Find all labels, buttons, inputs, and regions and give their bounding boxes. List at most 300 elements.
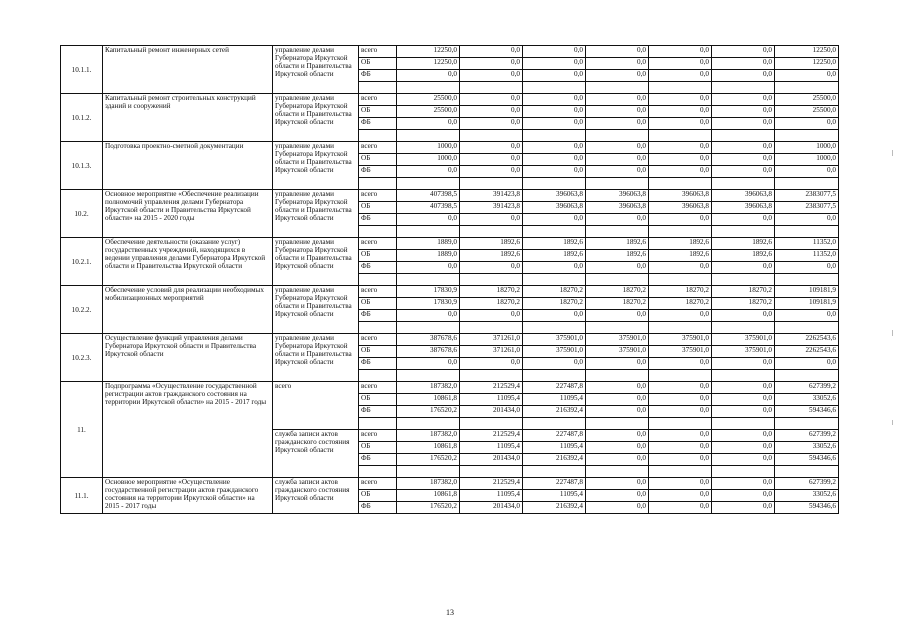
amount-cell: 407398,5 xyxy=(397,202,460,214)
amount-cell: 216392,4 xyxy=(523,406,586,418)
amount-cell: 0,0 xyxy=(586,358,649,370)
amount-cell xyxy=(712,178,775,190)
row-code: 10.2.1. xyxy=(61,238,103,286)
amount-cell: 0,0 xyxy=(460,118,523,130)
amount-cell: 0,0 xyxy=(523,154,586,166)
amount-cell: 0,0 xyxy=(775,358,839,370)
amount-cell: 0,0 xyxy=(586,442,649,454)
amount-cell: 0,0 xyxy=(523,106,586,118)
row-name: Основное мероприятие «Обеспечение реализации полномочий управления делами Губернатора Иркутской области и Правительства Иркутской области» на 2015 - 2020 годы xyxy=(103,190,273,238)
amount-cell: 0,0 xyxy=(523,142,586,154)
funding-source: ФБ xyxy=(359,214,397,226)
funding-source xyxy=(359,466,397,478)
amount-cell: 0,0 xyxy=(649,394,712,406)
amount-cell: 0,0 xyxy=(712,262,775,274)
amount-cell xyxy=(523,274,586,286)
amount-cell: 1000,0 xyxy=(775,154,839,166)
funding-source: ОБ xyxy=(359,202,397,214)
amount-cell xyxy=(397,274,460,286)
amount-cell: 375901,0 xyxy=(586,334,649,346)
amount-cell xyxy=(397,418,460,430)
funding-source xyxy=(359,178,397,190)
amount-cell: 1892,6 xyxy=(523,238,586,250)
budget-table-body xyxy=(61,46,839,514)
amount-cell: 176520,2 xyxy=(397,406,460,418)
row-executor: служба записи актов гражданского состояния Иркутской области xyxy=(273,430,359,478)
amount-cell: 33052,6 xyxy=(775,490,839,502)
amount-cell xyxy=(712,274,775,286)
amount-cell: 187382,0 xyxy=(397,382,460,394)
amount-cell: 176520,2 xyxy=(397,454,460,466)
amount-cell: 0,0 xyxy=(586,166,649,178)
amount-cell: 0,0 xyxy=(523,214,586,226)
row-executor: управление делами Губернатора Иркутской области и Правительства Иркутской области xyxy=(273,238,359,286)
amount-cell: 25500,0 xyxy=(775,106,839,118)
amount-cell: 627399,2 xyxy=(775,430,839,442)
amount-cell: 0,0 xyxy=(460,58,523,70)
row-executor: управление делами Губернатора Иркутской области и Правительства Иркутской области xyxy=(273,142,359,190)
funding-source: ФБ xyxy=(359,262,397,274)
amount-cell: 0,0 xyxy=(523,94,586,106)
row-name: Капитальный ремонт строительных конструкций зданий и сооружений xyxy=(103,94,273,142)
amount-cell: 0,0 xyxy=(712,106,775,118)
amount-cell xyxy=(523,418,586,430)
amount-cell: 391423,8 xyxy=(460,190,523,202)
row-executor: управление делами Губернатора Иркутской области и Правительства Иркутской области xyxy=(273,334,359,382)
amount-cell: 0,0 xyxy=(586,502,649,514)
amount-cell: 1892,6 xyxy=(460,238,523,250)
amount-cell: 227487,8 xyxy=(523,430,586,442)
amount-cell: 11095,4 xyxy=(523,394,586,406)
funding-source: всего xyxy=(359,334,397,346)
amount-cell: 0,0 xyxy=(397,310,460,322)
amount-cell: 17830,9 xyxy=(397,286,460,298)
amount-cell xyxy=(712,82,775,94)
amount-cell: 1892,6 xyxy=(712,250,775,262)
row-executor: управление делами Губернатора Иркутской области и Правительства Иркутской области xyxy=(273,46,359,94)
amount-cell: 375901,0 xyxy=(649,334,712,346)
amount-cell: 12250,0 xyxy=(397,46,460,58)
funding-source: ФБ xyxy=(359,310,397,322)
amount-cell xyxy=(586,178,649,190)
amount-cell: 2262543,6 xyxy=(775,346,839,358)
row-executor: служба записи актов гражданского состояния Иркутской области xyxy=(273,478,359,514)
amount-cell: 0,0 xyxy=(712,502,775,514)
amount-cell: 396063,8 xyxy=(523,190,586,202)
amount-cell: 187382,0 xyxy=(397,430,460,442)
funding-source: ОБ xyxy=(359,346,397,358)
amount-cell: 0,0 xyxy=(397,214,460,226)
amount-cell xyxy=(649,178,712,190)
row-executor: всего xyxy=(273,382,359,430)
funding-source xyxy=(359,322,397,334)
amount-cell: 10861,8 xyxy=(397,442,460,454)
amount-cell: 2383077,5 xyxy=(775,202,839,214)
amount-cell: 212529,4 xyxy=(460,382,523,394)
amount-cell: 0,0 xyxy=(397,166,460,178)
amount-cell: 0,0 xyxy=(523,46,586,58)
amount-cell: 0,0 xyxy=(712,154,775,166)
amount-cell: 0,0 xyxy=(775,118,839,130)
amount-cell: 11095,4 xyxy=(460,442,523,454)
funding-source: всего xyxy=(359,94,397,106)
amount-cell: 0,0 xyxy=(712,454,775,466)
amount-cell: 0,0 xyxy=(712,490,775,502)
amount-cell: 375901,0 xyxy=(712,346,775,358)
amount-cell: 0,0 xyxy=(712,406,775,418)
amount-cell xyxy=(586,274,649,286)
funding-source: всего xyxy=(359,430,397,442)
amount-cell xyxy=(775,82,839,94)
amount-cell xyxy=(523,466,586,478)
funding-source: ФБ xyxy=(359,118,397,130)
amount-cell: 0,0 xyxy=(586,382,649,394)
amount-cell: 17830,9 xyxy=(397,298,460,310)
budget-table xyxy=(60,45,839,514)
amount-cell: 0,0 xyxy=(586,490,649,502)
amount-cell: 11095,4 xyxy=(460,490,523,502)
amount-cell: 12250,0 xyxy=(775,46,839,58)
amount-cell: 0,0 xyxy=(712,310,775,322)
amount-cell: 10861,8 xyxy=(397,490,460,502)
amount-cell xyxy=(586,130,649,142)
amount-cell: 212529,4 xyxy=(460,430,523,442)
amount-cell: 407398,5 xyxy=(397,190,460,202)
amount-cell: 0,0 xyxy=(460,94,523,106)
amount-cell: 0,0 xyxy=(649,502,712,514)
amount-cell: 391423,8 xyxy=(460,202,523,214)
amount-cell: 201434,0 xyxy=(460,454,523,466)
amount-cell xyxy=(397,130,460,142)
amount-cell: 0,0 xyxy=(460,106,523,118)
amount-cell: 0,0 xyxy=(460,46,523,58)
amount-cell: 0,0 xyxy=(397,262,460,274)
amount-cell: 11352,0 xyxy=(775,250,839,262)
amount-cell: 11095,4 xyxy=(523,442,586,454)
funding-source xyxy=(359,274,397,286)
funding-source xyxy=(359,226,397,238)
table-row xyxy=(61,382,839,394)
amount-cell: 0,0 xyxy=(397,70,460,82)
amount-cell: 109181,9 xyxy=(775,298,839,310)
amount-cell xyxy=(649,466,712,478)
amount-cell: 187382,0 xyxy=(397,478,460,490)
amount-cell xyxy=(775,370,839,382)
amount-cell: 2383077,5 xyxy=(775,190,839,202)
funding-source: всего xyxy=(359,46,397,58)
amount-cell: 0,0 xyxy=(649,262,712,274)
page-number: 13 xyxy=(446,608,454,617)
amount-cell xyxy=(775,466,839,478)
amount-cell xyxy=(775,226,839,238)
row-name: Обеспечение деятельности (оказание услуг) государственных учреждений, находящихся в ведении управления делами Губернатора Иркутской области и Правительства Иркутской области xyxy=(103,238,273,286)
amount-cell: 216392,4 xyxy=(523,502,586,514)
amount-cell: 396063,8 xyxy=(712,190,775,202)
amount-cell: 1892,6 xyxy=(712,238,775,250)
amount-cell: 375901,0 xyxy=(712,334,775,346)
amount-cell xyxy=(460,466,523,478)
amount-cell: 0,0 xyxy=(712,94,775,106)
amount-cell: 396063,8 xyxy=(523,202,586,214)
amount-cell: 0,0 xyxy=(523,58,586,70)
amount-cell: 11095,4 xyxy=(523,490,586,502)
amount-cell xyxy=(460,130,523,142)
amount-cell: 0,0 xyxy=(523,262,586,274)
funding-source: ОБ xyxy=(359,442,397,454)
amount-cell xyxy=(712,466,775,478)
amount-cell: 0,0 xyxy=(649,406,712,418)
amount-cell: 0,0 xyxy=(775,310,839,322)
amount-cell: 33052,6 xyxy=(775,442,839,454)
amount-cell: 0,0 xyxy=(649,94,712,106)
amount-cell: 0,0 xyxy=(649,58,712,70)
amount-cell xyxy=(775,130,839,142)
amount-cell: 0,0 xyxy=(712,394,775,406)
amount-cell: 1892,6 xyxy=(586,250,649,262)
amount-cell: 1889,0 xyxy=(397,238,460,250)
funding-source: ФБ xyxy=(359,166,397,178)
amount-cell: 0,0 xyxy=(649,166,712,178)
funding-source xyxy=(359,370,397,382)
amount-cell: 0,0 xyxy=(586,394,649,406)
amount-cell xyxy=(712,226,775,238)
scan-edge-mark xyxy=(892,150,893,156)
amount-cell xyxy=(397,178,460,190)
amount-cell: 0,0 xyxy=(649,478,712,490)
funding-source: ФБ xyxy=(359,358,397,370)
amount-cell xyxy=(649,226,712,238)
amount-cell: 2262543,6 xyxy=(775,334,839,346)
amount-cell: 0,0 xyxy=(460,142,523,154)
amount-cell xyxy=(775,322,839,334)
amount-cell: 0,0 xyxy=(649,382,712,394)
amount-cell: 201434,0 xyxy=(460,406,523,418)
row-name: Подготовка проектно-сметной документации xyxy=(103,142,273,190)
amount-cell: 0,0 xyxy=(586,154,649,166)
amount-cell: 0,0 xyxy=(460,310,523,322)
amount-cell xyxy=(586,82,649,94)
amount-cell: 0,0 xyxy=(712,58,775,70)
table-row xyxy=(61,46,839,58)
scan-edge-mark xyxy=(892,330,893,336)
amount-cell: 0,0 xyxy=(460,154,523,166)
row-executor: управление делами Губернатора Иркутской области и Правительства Иркутской области xyxy=(273,286,359,334)
amount-cell xyxy=(397,370,460,382)
amount-cell: 0,0 xyxy=(712,478,775,490)
amount-cell: 0,0 xyxy=(460,358,523,370)
amount-cell: 18270,2 xyxy=(712,286,775,298)
amount-cell: 1892,6 xyxy=(460,250,523,262)
amount-cell: 0,0 xyxy=(712,142,775,154)
amount-cell: 0,0 xyxy=(397,358,460,370)
amount-cell: 0,0 xyxy=(586,142,649,154)
amount-cell xyxy=(586,466,649,478)
amount-cell xyxy=(586,370,649,382)
amount-cell: 0,0 xyxy=(712,214,775,226)
row-code: 11. xyxy=(61,382,103,478)
funding-source: всего xyxy=(359,382,397,394)
amount-cell xyxy=(397,322,460,334)
amount-cell: 1892,6 xyxy=(649,238,712,250)
amount-cell: 33052,6 xyxy=(775,394,839,406)
funding-source: ОБ xyxy=(359,250,397,262)
funding-source xyxy=(359,130,397,142)
amount-cell: 12250,0 xyxy=(397,58,460,70)
amount-cell: 0,0 xyxy=(586,406,649,418)
amount-cell: 0,0 xyxy=(775,166,839,178)
scan-edge-mark xyxy=(892,420,893,425)
amount-cell xyxy=(775,178,839,190)
amount-cell xyxy=(775,274,839,286)
amount-cell xyxy=(775,418,839,430)
amount-cell: 25500,0 xyxy=(775,94,839,106)
amount-cell: 0,0 xyxy=(586,454,649,466)
amount-cell: 0,0 xyxy=(460,262,523,274)
funding-source: ФБ xyxy=(359,70,397,82)
amount-cell: 0,0 xyxy=(649,310,712,322)
amount-cell: 0,0 xyxy=(649,358,712,370)
amount-cell: 375901,0 xyxy=(523,346,586,358)
amount-cell: 371261,0 xyxy=(460,346,523,358)
amount-cell: 1000,0 xyxy=(775,142,839,154)
amount-cell: 396063,8 xyxy=(586,190,649,202)
row-code: 10.1.2. xyxy=(61,94,103,142)
amount-cell: 0,0 xyxy=(586,310,649,322)
funding-source: ОБ xyxy=(359,106,397,118)
table-row xyxy=(61,94,839,106)
amount-cell: 0,0 xyxy=(523,358,586,370)
amount-cell: 375901,0 xyxy=(523,334,586,346)
amount-cell: 0,0 xyxy=(712,382,775,394)
row-executor: управление делами Губернатора Иркутской области и Правительства Иркутской области xyxy=(273,190,359,238)
amount-cell: 0,0 xyxy=(649,118,712,130)
amount-cell xyxy=(460,226,523,238)
amount-cell: 0,0 xyxy=(712,118,775,130)
amount-cell: 0,0 xyxy=(460,166,523,178)
amount-cell: 1889,0 xyxy=(397,250,460,262)
amount-cell: 18270,2 xyxy=(649,286,712,298)
row-name: Осуществление функций управления делами Губернатора Иркутской области и Правительства Иркутской области xyxy=(103,334,273,382)
amount-cell: 627399,2 xyxy=(775,478,839,490)
amount-cell: 0,0 xyxy=(586,214,649,226)
amount-cell xyxy=(523,322,586,334)
amount-cell: 0,0 xyxy=(712,166,775,178)
funding-source: всего xyxy=(359,286,397,298)
funding-source: ОБ xyxy=(359,58,397,70)
row-code: 10.1.1. xyxy=(61,46,103,94)
amount-cell: 18270,2 xyxy=(523,286,586,298)
amount-cell: 0,0 xyxy=(649,442,712,454)
amount-cell xyxy=(523,226,586,238)
amount-cell xyxy=(712,130,775,142)
amount-cell: 0,0 xyxy=(649,154,712,166)
amount-cell: 0,0 xyxy=(712,70,775,82)
amount-cell xyxy=(523,82,586,94)
row-code: 11.1. xyxy=(61,478,103,514)
amount-cell: 18270,2 xyxy=(460,286,523,298)
amount-cell xyxy=(586,226,649,238)
amount-cell xyxy=(460,322,523,334)
amount-cell: 396063,8 xyxy=(586,202,649,214)
amount-cell: 387678,6 xyxy=(397,334,460,346)
amount-cell: 0,0 xyxy=(586,262,649,274)
amount-cell: 0,0 xyxy=(649,70,712,82)
amount-cell xyxy=(460,82,523,94)
amount-cell: 216392,4 xyxy=(523,454,586,466)
amount-cell xyxy=(460,178,523,190)
row-code: 10.2.2. xyxy=(61,286,103,334)
amount-cell xyxy=(460,418,523,430)
amount-cell: 227487,8 xyxy=(523,478,586,490)
amount-cell: 0,0 xyxy=(460,70,523,82)
funding-source: всего xyxy=(359,142,397,154)
row-name: Подпрограмма «Осуществление государственной регистрации актов гражданского состояния на территории Иркутской области» на 2015 - 2017 годы xyxy=(103,382,273,478)
amount-cell: 25500,0 xyxy=(397,94,460,106)
amount-cell xyxy=(397,466,460,478)
funding-source: ОБ xyxy=(359,394,397,406)
amount-cell: 1892,6 xyxy=(523,250,586,262)
amount-cell: 227487,8 xyxy=(523,382,586,394)
amount-cell xyxy=(712,370,775,382)
amount-cell: 10861,8 xyxy=(397,394,460,406)
amount-cell xyxy=(523,130,586,142)
amount-cell: 0,0 xyxy=(775,262,839,274)
row-code: 10.2.3. xyxy=(61,334,103,382)
amount-cell xyxy=(649,418,712,430)
funding-source: ФБ xyxy=(359,406,397,418)
table-row xyxy=(61,190,839,202)
amount-cell: 18270,2 xyxy=(586,286,649,298)
amount-cell: 0,0 xyxy=(586,106,649,118)
funding-source xyxy=(359,418,397,430)
amount-cell: 371261,0 xyxy=(460,334,523,346)
amount-cell: 0,0 xyxy=(586,94,649,106)
amount-cell: 1000,0 xyxy=(397,154,460,166)
amount-cell xyxy=(649,130,712,142)
amount-cell: 1892,6 xyxy=(649,250,712,262)
funding-source: ФБ xyxy=(359,502,397,514)
amount-cell: 1000,0 xyxy=(397,142,460,154)
amount-cell: 396063,8 xyxy=(649,202,712,214)
amount-cell: 0,0 xyxy=(712,46,775,58)
table-row xyxy=(61,334,839,346)
amount-cell xyxy=(649,274,712,286)
amount-cell: 18270,2 xyxy=(586,298,649,310)
amount-cell: 109181,9 xyxy=(775,286,839,298)
table-row xyxy=(61,142,839,154)
funding-source: всего xyxy=(359,238,397,250)
row-name: Обеспечение условий для реализации необходимых мобилизационных мероприятий xyxy=(103,286,273,334)
amount-cell: 0,0 xyxy=(649,430,712,442)
amount-cell xyxy=(712,322,775,334)
amount-cell: 0,0 xyxy=(649,106,712,118)
amount-cell: 0,0 xyxy=(775,70,839,82)
amount-cell xyxy=(586,418,649,430)
amount-cell: 0,0 xyxy=(775,214,839,226)
table-row xyxy=(61,478,839,490)
amount-cell: 25500,0 xyxy=(397,106,460,118)
amount-cell: 0,0 xyxy=(460,214,523,226)
amount-cell xyxy=(460,370,523,382)
amount-cell: 0,0 xyxy=(586,430,649,442)
amount-cell xyxy=(649,370,712,382)
amount-cell: 594346,6 xyxy=(775,502,839,514)
amount-cell: 18270,2 xyxy=(649,298,712,310)
amount-cell: 18270,2 xyxy=(712,298,775,310)
amount-cell: 396063,8 xyxy=(712,202,775,214)
amount-cell: 12250,0 xyxy=(775,58,839,70)
amount-cell: 0,0 xyxy=(586,118,649,130)
